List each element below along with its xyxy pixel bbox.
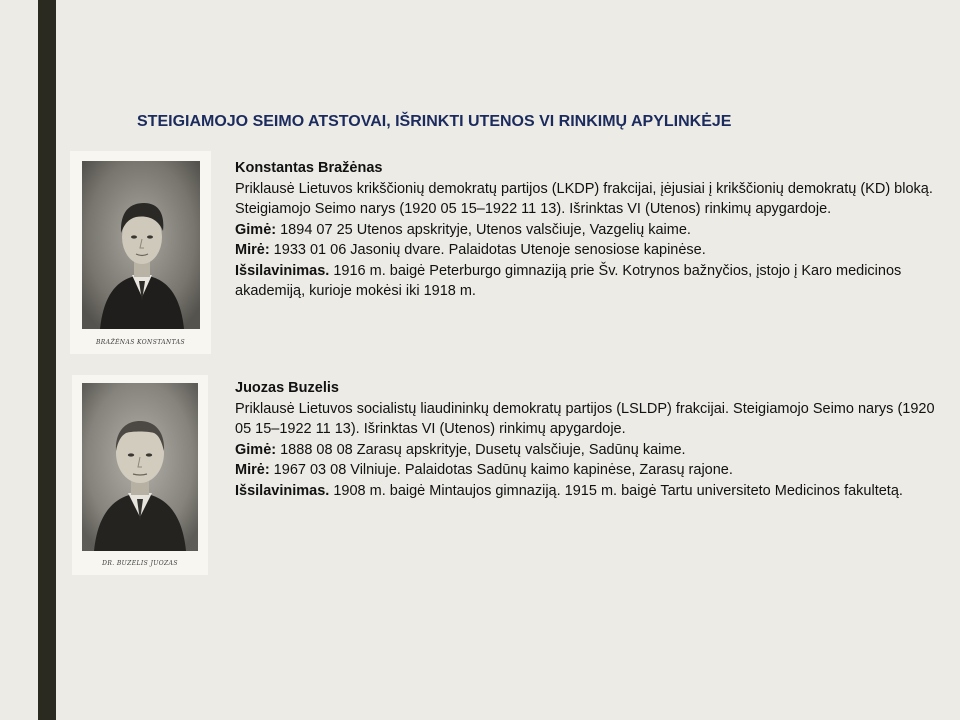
person-name: Konstantas Bražėnas [235, 160, 383, 176]
died-line [235, 240, 935, 261]
died-label: Mirė: [235, 462, 270, 478]
bio-brazenas [235, 158, 935, 302]
born-value: 1894 07 25 Utenos apskrityje, Utenos valsčiuje, Vazgelių kaime. [276, 221, 691, 238]
education-label: Išsilavinimas. [235, 482, 330, 499]
died-line [235, 460, 935, 481]
portrait-brazenas-image [70, 151, 211, 354]
died-value: 1933 01 06 Jasonių dvare. Palaidotas Utenoje senosiose kapinėse. [269, 242, 706, 258]
portrait-caption: BRAŽĖNAS KONSTANTAS [96, 339, 185, 346]
education-value: 1908 m. baigė Mintaujos gimnaziją. 1915 m. baigė Tartu universiteto Medicinos fakultetą. [329, 482, 903, 499]
born-line [235, 440, 935, 461]
bio-buzelis [235, 378, 935, 501]
person-description: Priklausė Lietuvos socialistų liaudininkų demokratų partijos (LSLDP) frakcijai. Steigiamojo Seimo narys (1920 05 15–1922 11 13). Išrinktas VI (Utenos) rinkimų apygardoje. [235, 400, 935, 437]
education-label: Išsilavinimas. [235, 262, 330, 279]
education-line [235, 261, 935, 302]
died-value: 1967 03 08 Vilniuje. Palaidotas Sadūnų kaimo kapinėse, Zarasų rajone. [269, 462, 733, 478]
slide-title: STEIGIAMOJO SEIMO ATSTOVAI, IŠRINKTI UTENOS VI RINKIMŲ APYLINKĖJE [137, 113, 732, 130]
person-description: Priklausė Lietuvos krikščionių demokratų partijos (LKDP) frakcijai, įėjusiai į krikščionių demokratų (KD) bloką. Steigiamojo Seimo narys (1920 05 15–1922 11 13). Išrinktas VI (Utenos) rinkimų apygardoje. [235, 180, 933, 217]
education-line [235, 481, 935, 502]
left-accent-bar [38, 0, 56, 720]
died-label: Mirė: [235, 242, 270, 258]
person-name: Juozas Buzelis [235, 380, 339, 396]
portrait-buzelis [72, 375, 208, 575]
born-line [235, 220, 935, 241]
education-value: 1916 m. baigė Peterburgo gimnaziją prie Šv. Kotrynos bažnyčios, įstojo į Karo medicinos akademiją, kurioje mokėsi iki 1918 m. [235, 262, 902, 299]
born-label: Gimė: [235, 441, 277, 458]
portrait-brazenas [70, 151, 211, 354]
born-value: 1888 08 08 Zarasų apskrityje, Dusetų valsčiuje, Sadūnų kaime. [276, 441, 686, 458]
born-label: Gimė: [235, 221, 277, 238]
portrait-caption: DR. BUZELIS JUOZAS [102, 560, 178, 567]
portrait-buzelis-image [72, 375, 208, 575]
